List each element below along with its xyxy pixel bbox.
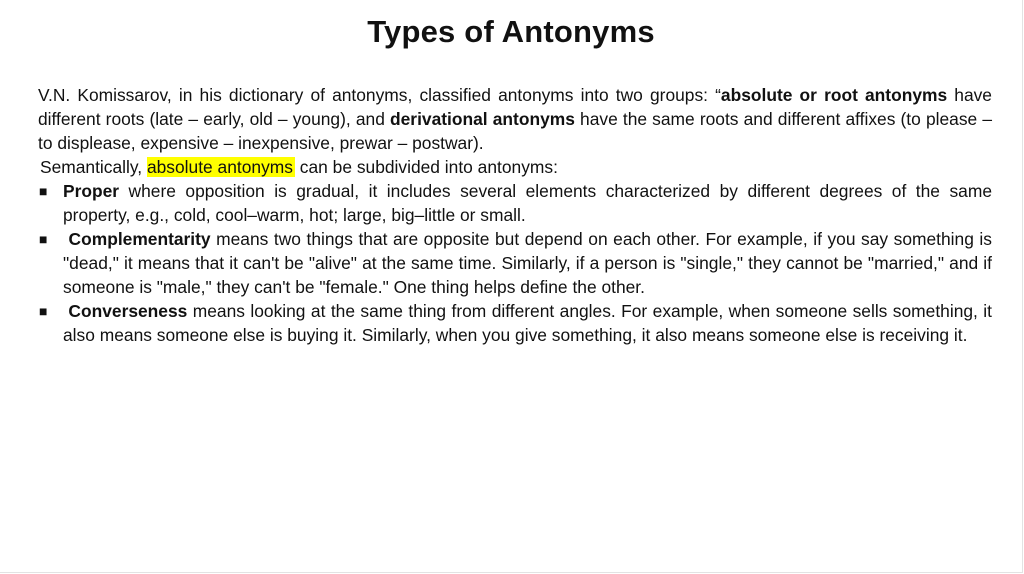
list-item-text	[63, 227, 992, 299]
list-item-text	[63, 299, 992, 347]
list-item-proper	[38, 179, 992, 227]
square-bullet-icon: ■	[39, 303, 48, 319]
highlighted-text: absolute antonyms	[146, 157, 293, 177]
paragraph-text-3: have the same roots and different affixes (to please – to displease, expensive – inexpensive, prewar – postwar).	[38, 109, 992, 153]
paragraph-text-2: have different roots (late – early, old – young), and	[38, 85, 992, 129]
derivational-antonyms-term: derivational antonyms	[390, 109, 575, 129]
square-bullet-icon: ■	[39, 183, 48, 199]
absolute-antonyms-term: absolute or root antonyms	[720, 85, 948, 105]
intro-paragraph	[38, 83, 992, 155]
subdivision-text-after: can be subdivided into antonyms:	[294, 157, 558, 177]
list-item-description: means looking at the same thing from different angles. For example, when someone sells something, it also means someone else is buying it. Similarly, when you give something, it also means someone else is receiving it.	[63, 301, 992, 345]
square-bullet-icon: ■	[39, 231, 48, 247]
list-item-text	[63, 179, 992, 227]
slide-title: Types of Antonyms	[367, 14, 655, 49]
list-item-term: Converseness	[68, 301, 188, 321]
list-item-term: Complementarity	[68, 229, 211, 249]
list-item-converseness	[38, 299, 992, 347]
subdivision-line	[38, 155, 992, 179]
antonym-types-list	[38, 179, 992, 347]
slide-content	[38, 83, 992, 347]
list-item-complementarity	[38, 227, 992, 299]
paragraph-text-1: V.N. Komissarov, in his dictionary of antonyms, classified antonyms into two groups: “	[38, 85, 721, 105]
list-item-term: Proper	[63, 181, 120, 201]
list-item-description: where opposition is gradual, it includes several elements characterized by different degrees of the same property, e.g., cold, cool–warm, hot; large, big–little or small.	[63, 181, 992, 225]
subdivision-text-before: Semantically,	[40, 157, 147, 177]
list-item-description: means two things that are opposite but depend on each other. For example, if you say something is "dead," it means that it can't be "alive" at the same time. Similarly, if a person is "single," they cannot be "married," and if someone is "male," they can't be "female." One thing helps define the other.	[63, 229, 992, 297]
